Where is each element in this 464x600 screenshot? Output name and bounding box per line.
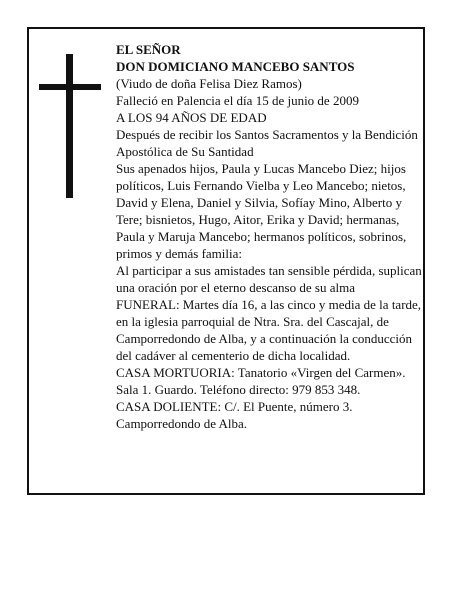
cross-vertical-bar xyxy=(66,54,73,198)
age-at-death: A LOS 94 AÑOS DE EDAD xyxy=(116,110,267,125)
widow-note: (Viudo de doña Felisa Diez Ramos) xyxy=(116,76,302,91)
cross-icon xyxy=(39,54,101,198)
family-list: Sus apenados hijos, Paula y Lucas Mancebo Diez; hijos políticos, Luis Fernando Vielba y Leo Mancebo; nietos, David y Elena, Daniel y Silvia, Sofíay Mino, Alberto y Tere; bisnietos, Hugo, Aitor, Erika y David; hermanas, Paula y Maruja Mancebo; hermanos políticos, sobrinos, primos y demás familia: xyxy=(116,161,407,261)
cross-horizontal-bar xyxy=(39,84,101,90)
obituary-notice-frame xyxy=(27,27,425,495)
deceased-honorific: EL SEÑOR xyxy=(116,42,181,57)
prayer-request: Al participar a sus amistades tan sensible pérdida, suplican una oración por el eterno descanso de su alma xyxy=(116,263,422,295)
family-address: CASA DOLIENTE: C/. El Puente, número 3. Camporredondo de Alba. xyxy=(116,399,353,431)
funeral-home-details: CASA MORTUORIA: Tanatorio «Virgen del Carmen». Sala 1. Guardo. Teléfono directo: 979 853 348. xyxy=(116,365,406,397)
death-date-location: Falleció en Palencia el día 15 de junio de 2009 xyxy=(116,93,359,108)
deceased-name: DON DOMICIANO MANCEBO SANTOS xyxy=(116,59,355,74)
obituary-text xyxy=(116,41,426,432)
funeral-details: FUNERAL: Martes día 16, a las cinco y media de la tarde, en la iglesia parroquial de Ntra. Sra. del Cascajal, de Camporredondo de Alba, y a continuación la conducción del cadáver al cementerio de dicha localidad. xyxy=(116,297,422,363)
sacraments-note: Después de recibir los Santos Sacramentos y la Bendición Apostólica de Su Santidad xyxy=(116,127,418,159)
